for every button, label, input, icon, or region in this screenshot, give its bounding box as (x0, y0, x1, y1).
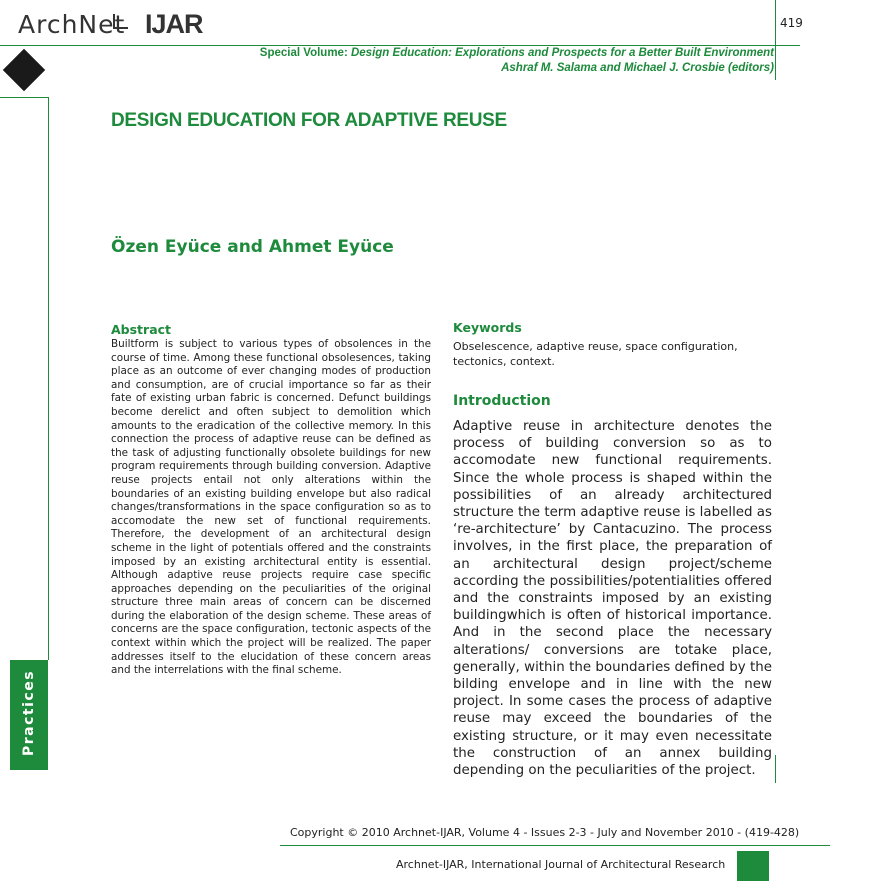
article-title: DESIGN EDUCATION FOR ADAPTIVE REUSE (111, 110, 507, 131)
header-vertical-rule (775, 0, 776, 80)
diamond-icon (3, 49, 45, 91)
left-rule-vertical (48, 97, 49, 660)
footer-square (737, 851, 769, 881)
keywords-heading: Keywords (453, 320, 522, 335)
introduction-text: Adaptive reuse in architecture denotes the process of building conversion so as to accomodate new functional requirements. Since the whole process is shaped within the possibilities of an already architectured structure the term adaptive reuse is labelled as ‘re-architecture’ by Cantacuzino. The process involves, in the first place, the preparation of an architectural design project/scheme according the possibilities/potentialities offered and the constraints imposed by an existing buildingwhich is often of historical importance. And in the second place the necessary alterations/ conversions are totake place, generally, within the boundaries defined by the bilding envelope and in line with the new project. In some cases the process of adaptive reuse may exceed the boundaries of the existing structure, or it may even necessitate the construction of an annex building depending on the peculiarities of the project. (453, 419, 772, 779)
copyright-line: Copyright © 2010 Archnet-IJAR, Volume 4 - Issues 2-3 - July and November 2010 - (419-428) (290, 826, 800, 839)
abstract-heading: Abstract (111, 322, 172, 337)
keywords-text: Obselescence, adaptive reuse, space configuration, tectonics, context. (453, 340, 738, 368)
special-title: Design Education: Explorations and Prospects for a Better Built Environment (350, 47, 774, 59)
article-authors: Özen Eyüce and Ahmet Eyüce (111, 237, 394, 257)
section-tab-label: Practices (21, 669, 37, 756)
archnet-logo: ArchNet (18, 10, 126, 39)
journal-name: Archnet-IJAR, International Journal of Architectural Research (396, 858, 726, 871)
introduction-heading: Introduction (453, 393, 551, 409)
page-number: 419 (780, 16, 803, 30)
archnet-logo-mark-icon (113, 14, 128, 29)
left-rule-horizontal (0, 97, 48, 98)
body-vertical-rule (775, 755, 776, 783)
editors: Ashraf M. Salama and Michael J. Crosbie (editors) (501, 62, 774, 74)
ijar-logo: IJAR (145, 9, 203, 39)
volume-header (120, 46, 774, 76)
special-label: Special Volume: (259, 47, 348, 59)
footer-rule (280, 845, 830, 846)
abstract-text: Builtform is subject to various types of obsolences in the course of time. Among these functional obsolesences, taking place as an outcome of ever changing modes of production and consumption, are of crucial importance so far as their fate of existing urban fabric is concerned. Defunct buildings become derelict and often subject to demolition which amounts to the eradication of the collective memory. In this connection the process of adaptive reuse can be defined as the task of adjusting functionally obsolete buildings for new program requirements through building conversion. Adaptive reuse projects entail not only alterations within the boundaries of an existing building envelope but also radical changes/transformations in the space configuration so as to accomodate the new set of functional requirements. Therefore, the development of an architectural design scheme in the light of potentials offered and the constraints imposed by an existing architectural entity is essential. Although adaptive reuse projects require case specific approaches depending on the peculiarities of the original structure three main areas of concern can be discerned during the elaboration of the design scheme. These areas of concerns are the space configuration, tectonic aspects of the context within which the project will be realized. The paper addresses itself to the elucidation of these concern areas and the interrelations with the final scheme. (111, 338, 431, 677)
